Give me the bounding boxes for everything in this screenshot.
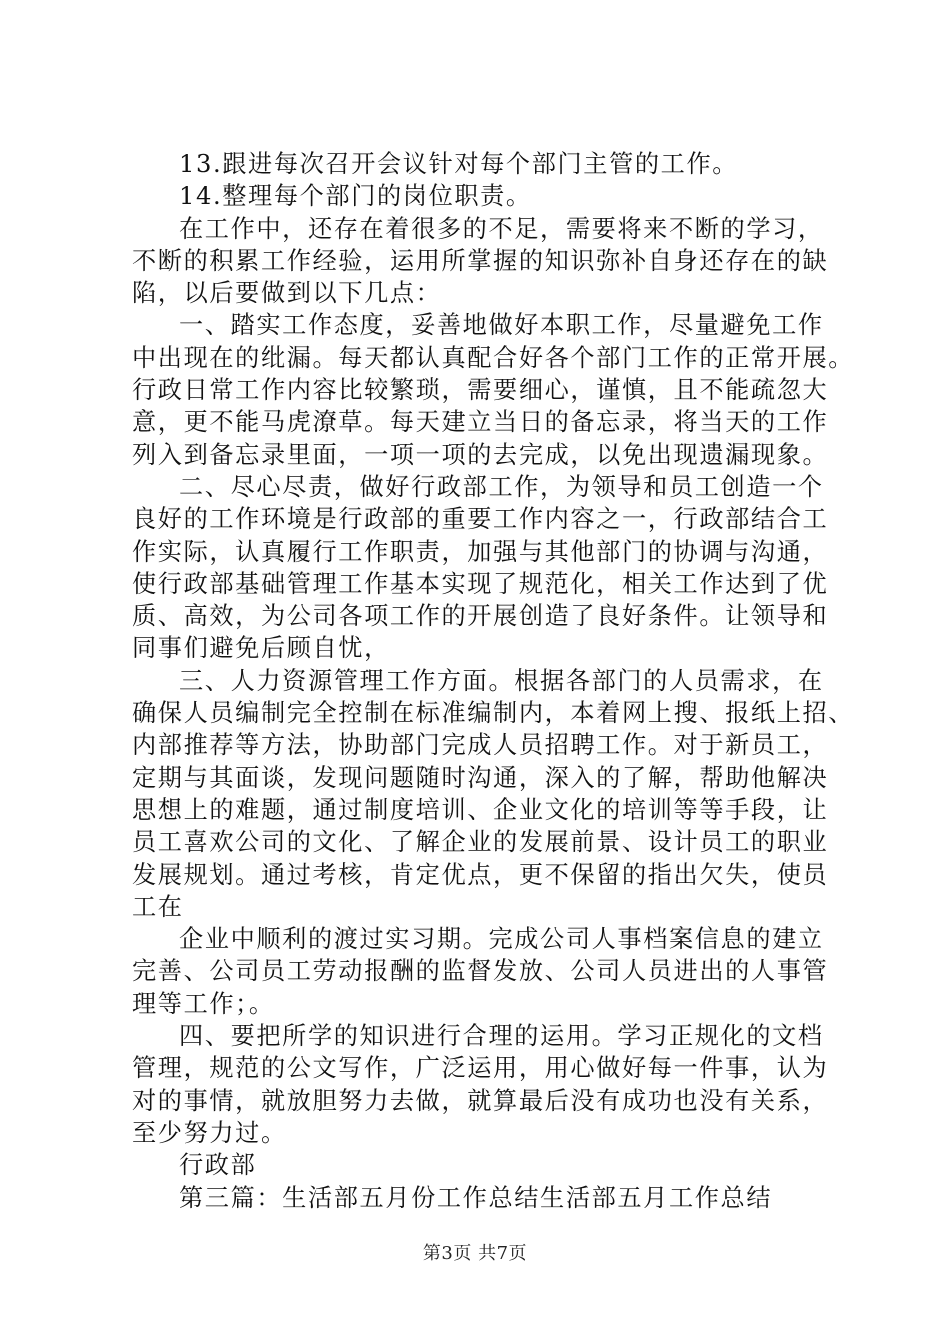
text-line: 列入到备忘录里面，一项一项的去完成，以免出现遗漏现象。 — [132, 440, 829, 469]
page-number-footer: 第3页 共7页 — [422, 1243, 528, 1264]
text-line: 良好的工作环境是行政部的重要工作内容之一，行政部结合工 — [132, 505, 829, 534]
text-line: 完善、公司员工劳动报酬的监督发放、公司人员进出的人事管 — [132, 957, 829, 986]
signature-department: 行政部 — [179, 1151, 257, 1180]
document-body — [132, 148, 855, 1214]
text-line: 三、人力资源管理工作方面。根据各部门的人员需求，在 — [179, 666, 824, 695]
text-line: 确保人员编制完全控制在标准编制内，本着网上搜、报纸上招、 — [132, 699, 855, 728]
text-line: 意，更不能马虎潦草。每天建立当日的备忘录，将当天的工作 — [132, 408, 829, 437]
text-line: 工在 — [132, 892, 184, 921]
text-line: 质、高效，为公司各项工作的开展创造了良好条件。让领导和 — [132, 602, 829, 631]
text-line: 至少努力过。 — [132, 1118, 287, 1147]
text-line: 一、踏实工作态度，妥善地做好本职工作，尽量避免工作 — [179, 311, 824, 340]
text-line: 14.整理每个部门的岗位职责。 — [179, 182, 532, 211]
text-line: 作实际，认真履行工作职责，加强与其他部门的协调与沟通， — [132, 537, 829, 566]
text-line: 不断的积累工作经验，运用所掌握的知识弥补自身还存在的缺 — [132, 246, 829, 275]
text-line: 使行政部基础管理工作基本实现了规范化，相关工作达到了优 — [132, 569, 829, 598]
text-line: 对的事情，就放胆努力去做，就算最后没有成功也没有关系， — [132, 1086, 829, 1115]
text-line: 四、要把所学的知识进行合理的运用。学习正规化的文档 — [179, 1022, 824, 1051]
text-line: 企业中顺利的渡过实习期。完成公司人事档案信息的建立 — [179, 925, 824, 954]
text-line: 内部推荐等方法，协助部门完成人员招聘工作。对于新员工， — [132, 731, 829, 760]
text-line: 同事们避免后顾自忧， — [132, 634, 390, 663]
text-line: 管理，规范的公文写作，广泛运用，用心做好每一件事，认为 — [132, 1054, 829, 1083]
text-line: 理等工作；。 — [132, 989, 275, 1018]
text-line: 行政日常工作内容比较繁琐，需要细心，谨慎，且不能疏忽大 — [132, 376, 829, 405]
section-heading: 第三篇：生活部五月份工作总结生活部五月工作总结 — [179, 1183, 773, 1212]
text-line: 13.跟进每次召开会议针对每个部门主管的工作。 — [179, 150, 739, 178]
text-line: 思想上的难题，通过制度培训、企业文化的培训等等手段，让 — [132, 795, 829, 824]
text-line: 二、尽心尽责，做好行政部工作，为领导和员工创造一个 — [179, 472, 824, 501]
text-line: 在工作中，还存在着很多的不足，需要将来不断的学习， — [179, 214, 824, 243]
text-line: 陷，以后要做到以下几点： — [132, 279, 442, 308]
text-line: 定期与其面谈，发现问题随时沟通，深入的了解，帮助他解决 — [132, 763, 829, 792]
text-line: 发展规划。通过考核，肯定优点，更不保留的指出欠失，使员 — [132, 860, 829, 889]
text-line: 中出现在的纰漏。每天都认真配合好各个部门工作的正常开展。 — [132, 343, 855, 372]
text-line: 员工喜欢公司的文化、了解企业的发展前景、设计员工的职业 — [132, 828, 829, 857]
